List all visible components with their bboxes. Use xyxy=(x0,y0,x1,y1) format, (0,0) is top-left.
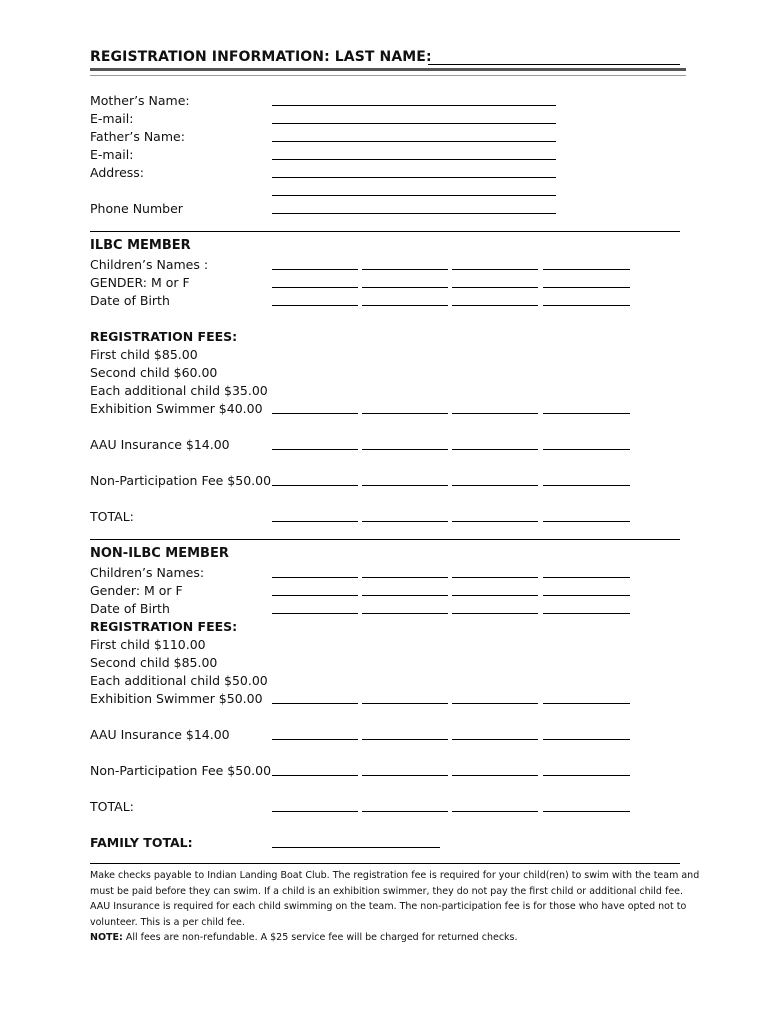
ilbc-exhibition-fee: Exhibition Swimmer $40.00 xyxy=(90,401,263,416)
non-ilbc-aau-field[interactable] xyxy=(452,739,538,740)
ilbc-first-child-fee: First child $85.00 xyxy=(90,347,198,362)
ilbc-gender-field[interactable] xyxy=(452,287,538,288)
non-ilbc-second-child-fee: Second child $85.00 xyxy=(90,655,218,670)
address-field-line2[interactable] xyxy=(272,195,556,196)
ilbc-child-name-field[interactable] xyxy=(362,269,448,270)
ilbc-fee-field[interactable] xyxy=(272,413,358,414)
non-ilbc-total-field[interactable] xyxy=(452,811,538,812)
page-title: REGISTRATION INFORMATION: LAST NAME: xyxy=(90,49,432,65)
father-name-label: Father’s Name: xyxy=(90,129,185,144)
notes-line: must be paid before they can swim. If a child is an exhibition swimmer, they do not pay the first child or additional child fee. xyxy=(90,885,684,897)
non-ilbc-gender-field[interactable] xyxy=(543,595,630,596)
ilbc-fees-heading: REGISTRATION FEES: xyxy=(90,329,238,344)
non-ilbc-child-name-field[interactable] xyxy=(452,577,538,578)
ilbc-heading: ILBC MEMBER xyxy=(90,238,191,253)
ilbc-dob-label: Date of Birth xyxy=(90,293,170,308)
ilbc-child-name-field[interactable] xyxy=(543,269,630,270)
non-ilbc-gender-label: Gender: M or F xyxy=(90,583,183,598)
non-ilbc-fee-field[interactable] xyxy=(543,703,630,704)
non-ilbc-non-participation-field[interactable] xyxy=(362,775,448,776)
non-ilbc-dob-field[interactable] xyxy=(272,613,358,614)
ilbc-children-names-label: Children’s Names : xyxy=(90,257,209,272)
non-ilbc-aau-field[interactable] xyxy=(362,739,448,740)
section-divider xyxy=(90,231,680,232)
ilbc-non-participation-label: Non-Participation Fee $50.00 xyxy=(90,473,272,488)
ilbc-child-name-field[interactable] xyxy=(452,269,538,270)
ilbc-aau-field[interactable] xyxy=(543,449,630,450)
phone-label: Phone Number xyxy=(90,201,183,216)
ilbc-total-field[interactable] xyxy=(362,521,448,522)
non-ilbc-fee-field[interactable] xyxy=(272,703,358,704)
non-ilbc-non-participation-field[interactable] xyxy=(272,775,358,776)
non-ilbc-exhibition-fee: Exhibition Swimmer $50.00 xyxy=(90,691,263,706)
ilbc-non-participation-field[interactable] xyxy=(452,485,538,486)
ilbc-total-field[interactable] xyxy=(543,521,630,522)
non-ilbc-dob-field[interactable] xyxy=(362,613,448,614)
notes-divider xyxy=(90,863,680,864)
non-ilbc-fee-field[interactable] xyxy=(452,703,538,704)
ilbc-dob-field[interactable] xyxy=(543,305,630,306)
note-text: All fees are non-refundable. A $25 service fee will be charged for returned checks. xyxy=(122,932,518,944)
ilbc-gender-field[interactable] xyxy=(272,287,358,288)
father-email-label: E-mail: xyxy=(90,147,134,162)
ilbc-non-participation-field[interactable] xyxy=(543,485,630,486)
ilbc-gender-label: GENDER: M or F xyxy=(90,275,190,290)
address-field-line1[interactable] xyxy=(272,177,556,178)
non-ilbc-total-label: TOTAL: xyxy=(90,799,134,814)
non-ilbc-additional-child-fee: Each additional child $50.00 xyxy=(90,673,268,688)
notes-block xyxy=(90,868,700,946)
family-total-field[interactable] xyxy=(272,847,440,848)
ilbc-gender-field[interactable] xyxy=(543,287,630,288)
ilbc-fee-field[interactable] xyxy=(452,413,538,414)
notes-line: Make checks payable to Indian Landing Boat Club. The registration fee is required for your child(ren) to swim with the team and xyxy=(90,870,700,881)
ilbc-non-participation-field[interactable] xyxy=(362,485,448,486)
ilbc-dob-field[interactable] xyxy=(362,305,448,306)
header-divider xyxy=(90,68,686,76)
mother-email-label: E-mail: xyxy=(90,111,134,126)
mother-name-label: Mother’s Name: xyxy=(90,93,190,108)
ilbc-child-name-field[interactable] xyxy=(272,269,358,270)
non-ilbc-child-name-field[interactable] xyxy=(543,577,630,578)
non-ilbc-dob-field[interactable] xyxy=(543,613,630,614)
non-ilbc-non-participation-field[interactable] xyxy=(452,775,538,776)
non-ilbc-non-participation-field[interactable] xyxy=(543,775,630,776)
ilbc-aau-field[interactable] xyxy=(272,449,358,450)
mother-email-field[interactable] xyxy=(272,123,556,124)
non-ilbc-gender-field[interactable] xyxy=(452,595,538,596)
ilbc-total-field[interactable] xyxy=(452,521,538,522)
non-ilbc-fee-field[interactable] xyxy=(362,703,448,704)
ilbc-aau-label: AAU Insurance $14.00 xyxy=(90,437,230,452)
non-ilbc-child-name-field[interactable] xyxy=(272,577,358,578)
ilbc-aau-field[interactable] xyxy=(362,449,448,450)
ilbc-second-child-fee: Second child $60.00 xyxy=(90,365,218,380)
ilbc-aau-field[interactable] xyxy=(452,449,538,450)
ilbc-dob-field[interactable] xyxy=(272,305,358,306)
notes-refund-line xyxy=(90,930,690,946)
non-ilbc-total-field[interactable] xyxy=(543,811,630,812)
section-divider xyxy=(90,539,680,540)
non-ilbc-aau-field[interactable] xyxy=(543,739,630,740)
non-ilbc-first-child-fee: First child $110.00 xyxy=(90,637,206,652)
ilbc-dob-field[interactable] xyxy=(452,305,538,306)
non-ilbc-non-participation-label: Non-Participation Fee $50.00 xyxy=(90,763,272,778)
father-name-field[interactable] xyxy=(272,141,556,142)
non-ilbc-total-field[interactable] xyxy=(362,811,448,812)
non-ilbc-children-names-label: Children’s Names: xyxy=(90,565,205,580)
non-ilbc-dob-field[interactable] xyxy=(452,613,538,614)
non-ilbc-child-name-field[interactable] xyxy=(362,577,448,578)
ilbc-gender-field[interactable] xyxy=(362,287,448,288)
ilbc-total-field[interactable] xyxy=(272,521,358,522)
non-ilbc-total-field[interactable] xyxy=(272,811,358,812)
notes-line: volunteer. This is a per child fee. xyxy=(90,916,245,928)
non-ilbc-dob-label: Date of Birth xyxy=(90,601,170,616)
ilbc-additional-child-fee: Each additional child $35.00 xyxy=(90,383,268,398)
non-ilbc-gender-field[interactable] xyxy=(272,595,358,596)
address-label: Address: xyxy=(90,165,144,180)
ilbc-total-label: TOTAL: xyxy=(90,509,134,524)
non-ilbc-aau-field[interactable] xyxy=(272,739,358,740)
mother-name-field[interactable] xyxy=(272,105,556,106)
family-total-label: FAMILY TOTAL: xyxy=(90,835,193,850)
non-ilbc-aau-label: AAU Insurance $14.00 xyxy=(90,727,230,742)
ilbc-non-participation-field[interactable] xyxy=(272,485,358,486)
non-ilbc-fees-heading: REGISTRATION FEES: xyxy=(90,619,238,634)
ilbc-fee-field[interactable] xyxy=(362,413,448,414)
phone-field[interactable] xyxy=(272,213,556,214)
notes-line: AAU Insurance is required for each child swimming on the team. The non-participation fee is for those who have opted not to xyxy=(90,901,687,913)
last-name-field[interactable] xyxy=(428,64,680,65)
ilbc-fee-field[interactable] xyxy=(543,413,630,414)
non-ilbc-gender-field[interactable] xyxy=(362,595,448,596)
father-email-field[interactable] xyxy=(272,159,556,160)
non-ilbc-heading: NON-ILBC MEMBER xyxy=(90,546,229,561)
note-label: NOTE: xyxy=(90,932,123,944)
